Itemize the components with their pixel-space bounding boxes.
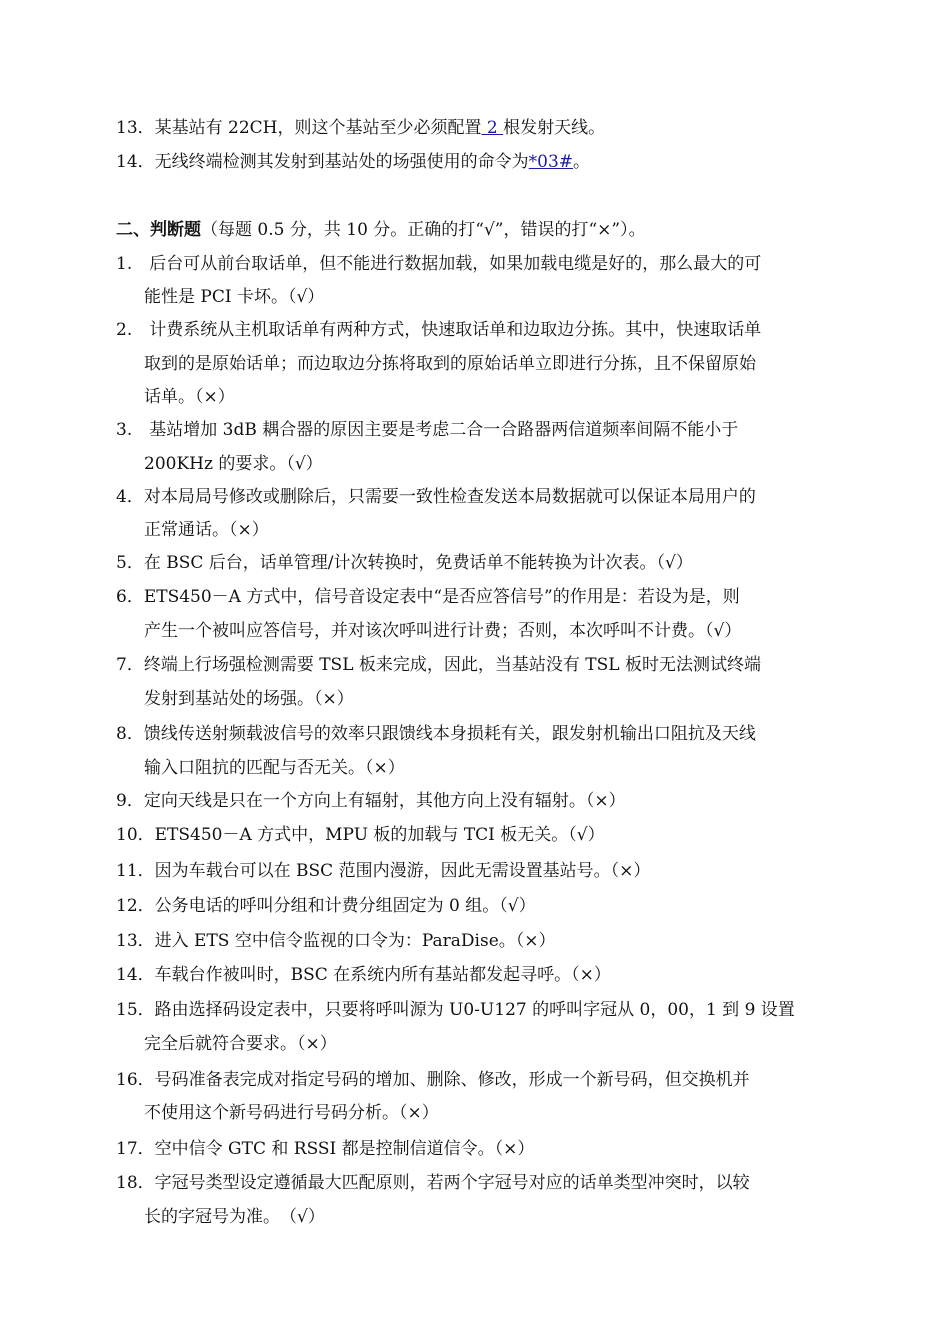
question-line-continued: 产生一个被叫应答信号，并对该次呼叫进行计费；否则，本次呼叫不计费。（√）	[144, 621, 742, 641]
question-line: 10．ETS450－A 方式中，MPU 板的加载与 TCI 板无关。（√）	[116, 825, 605, 845]
question-line: 4．对本局局号修改或删除后，只需要一致性检查发送本局数据就可以保证本局用户的	[116, 487, 756, 507]
question-line: 1. 后台可从前台取话单，但不能进行数据加载，如果加载电缆是好的，那么最大的可	[116, 254, 762, 274]
section-instruction: （每题 0.5 分，共 10 分。正确的打“√”，错误的打“×”）。	[201, 220, 646, 240]
question-line: 14．车载台作被叫时，BSC 在系统内所有基站都发起寻呼。（×）	[116, 965, 611, 985]
question-line: 9．定向天线是只在一个方向上有辐射，其他方向上没有辐射。（×）	[116, 791, 626, 811]
question-line: 13．进入 ETS 空中信令监视的口令为：ParaDise。（×）	[116, 931, 556, 951]
fill-question-13	[116, 111, 836, 145]
question-line-continued: 发射到基站处的场强。（×）	[144, 689, 354, 709]
fill-question-14	[116, 145, 836, 179]
question-text: 根发射天线。	[503, 118, 606, 138]
question-line: 3. 基站增加 3dB 耦合器的原因主要是考虑二合一合路器两信道频率间隔不能小于	[116, 420, 739, 440]
question-text: 14．无线终端检测其发射到基站处的场强使用的命令为	[116, 152, 529, 172]
question-line-continued: 输入口阻抗的匹配与否无关。（×）	[144, 758, 405, 778]
question-line: 18．字冠号类型设定遵循最大匹配原则，若两个字冠号对应的话单类型冲突时，以较	[116, 1173, 750, 1193]
question-line: 12．公务电话的呼叫分组和计费分组固定为 0 组。（√）	[116, 896, 536, 916]
question-line: 6．ETS450－A 方式中，信号音设定表中“是否应答信号”的作用是：若设为是，则	[116, 587, 740, 607]
question-text: 13．某基站有 22CH，则这个基站至少必须配置	[116, 118, 482, 138]
question-line-continued: 能性是 PCI 卡坏。（√）	[144, 287, 325, 307]
question-line-continued: 不使用这个新号码进行号码分析。（×）	[144, 1103, 439, 1123]
question-line-continued: 完全后就符合要求。（×）	[144, 1034, 337, 1054]
question-line-continued: 取到的是原始话单；而边取边分拣将取到的原始话单立即进行分拣，且不保留原始	[144, 354, 756, 374]
question-line: 2. 计费系统从主机取话单有两种方式，快速取话单和边取边分拣。其中，快速取话单	[116, 320, 762, 340]
section-title: 二、判断题	[116, 220, 201, 240]
question-text: 。	[573, 152, 591, 172]
question-line: 17．空中信令 GTC 和 RSSI 都是控制信道信令。（×）	[116, 1139, 535, 1159]
section-heading	[116, 213, 836, 247]
question-line: 7．终端上行场强检测需要 TSL 板来完成，因此，当基站没有 TSL 板时无法测试终端	[116, 655, 761, 675]
question-line: 15．路由选择码设定表中，只要将呼叫源为 U0-U127 的呼叫字冠从 0，00，1 到 9 设置	[116, 1000, 795, 1020]
question-line: 11．因为车载台可以在 BSC 范围内漫游，因此无需设置基站号。（×）	[116, 861, 651, 881]
question-line-continued: 200KHz 的要求。（√）	[144, 454, 323, 474]
question-line: 16．号码准备表完成对指定号码的增加、删除、修改，形成一个新号码，但交换机并	[116, 1070, 750, 1090]
question-line-continued: 长的字冠号为准。 （√）	[144, 1207, 325, 1227]
question-line: 5．在 BSC 后台，话单管理/计次转换时，免费话单不能转换为计次表。（√）	[116, 553, 693, 573]
question-line-continued: 话单。（×）	[144, 387, 235, 407]
question-line: 8．馈线传送射频载波信号的效率只跟馈线本身损耗有关，跟发射机输出口阻抗及天线	[116, 724, 756, 744]
answer-blank: 2	[481, 118, 504, 138]
answer-blank: *03#	[528, 152, 574, 172]
question-line-continued: 正常通话。（×）	[144, 520, 269, 540]
